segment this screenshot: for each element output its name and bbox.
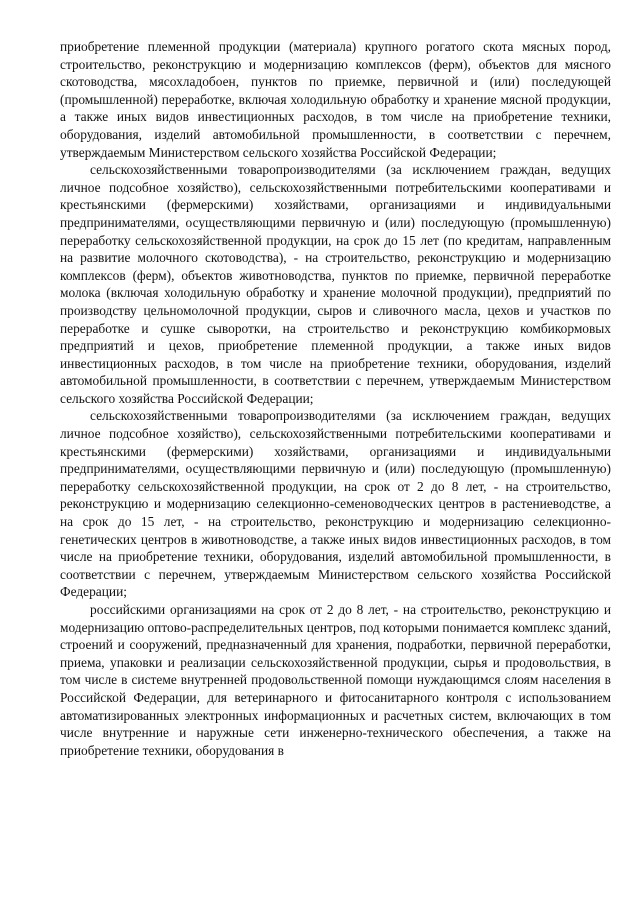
- paragraph-breeding-centers: сельскохозяйственными товаропроизводителями (за исключением граждан, ведущих личное подсобное хозяйство), сельскохозяйственными потребительскими кооперативами и крестьянскими (фермерскими) хозяйствами, организациями и индивидуальными предпринимателями, осуществляющими первичную и (или) последующую (промышленную) переработку сельскохозяйственной продукции, на срок от 2 до 8 лет, - на строительство, реконструкцию и модернизацию селекционно-семеноводческих центров в растениеводстве, а на срок до 15 лет, - на строительство, реконструкцию и модернизацию селекционно-генетических центров в животноводстве, а также иных видов инвестиционных расходов, в том числе на приобретение техники, оборудования, изделий автомобильной промышленности, в соответствии с перечнем, утверждаемым Министерством сельского хозяйства Российской Федерации;: [60, 408, 611, 600]
- paragraph-meat-cattle-continuation: приобретение племенной продукции (материала) крупного рогатого скота мясных пород, строительство, реконструкцию и модернизацию комплексов (ферм), объектов для мясного скотоводства, мясохладобоен, пунктов по приемке, первичной и (или) последующей (промышленной) переработке, включая холодильную обработку и хранение мясной продукции, а также иных видов инвестиционных расходов, в том числе на приобретение техники, оборудования, изделий автомобильной промышленности, в соответствии с перечнем, утверждаемым Министерством сельского хозяйства Российской Федерации;: [60, 39, 611, 160]
- paragraph-wholesale-centers: российскими организациями на срок от 2 до 8 лет, - на строительство, реконструкцию и модернизацию оптово-распределительных центров, под которыми понимается комплекс зданий, строений и сооружений, предназначенный для хранения, подработки, первичной переработки, приема, упаковки и реализации сельскохозяйственной продукции, сырья и продовольствия, в том числе в системе внутренней продовольственной помощи нуждающимся слоям населения в Российской Федерации, для ветеринарного и фитосанитарного контроля с использованием автоматизированных электронных информационных и расчетных систем, включающих в том числе внутренние и наружные сети инженерно-технического обеспечения, а также на приобретение техники, оборудования в: [60, 602, 612, 758]
- paragraph-dairy-cattle: сельскохозяйственными товаропроизводителями (за исключением граждан, ведущих личное подсобное хозяйство), сельскохозяйственными потребительскими кооперативами и крестьянскими (фермерскими) хозяйствами, организациями и индивидуальными предпринимателями, осуществляющими первичную и (или) последующую (промышленную) переработку сельскохозяйственной продукции, на срок до 15 лет (по кредитам, направленным на развитие молочного скотоводства), - на строительство, реконструкцию и модернизацию комплексов (ферм), объектов животноводства, пунктов по приемке, первичной переработке молока (включая холодильную обработку и хранение молочной продукции), предприятий по производству цельномолочной продукции, сыров и сливочного масла, цехов и участков по переработке и сушке сыворотки, на строительство и реконструкцию комбикормовых предприятий и цехов, приобретение племенной продукции, а также иных видов инвестиционных расходов, в том числе на приобретение техники, оборудования, изделий автомобильной промышленности, в соответствии с перечнем, утверждаемым Министерством сельского хозяйства Российской Федерации;: [60, 162, 611, 406]
- document-page: [60, 38, 611, 759]
